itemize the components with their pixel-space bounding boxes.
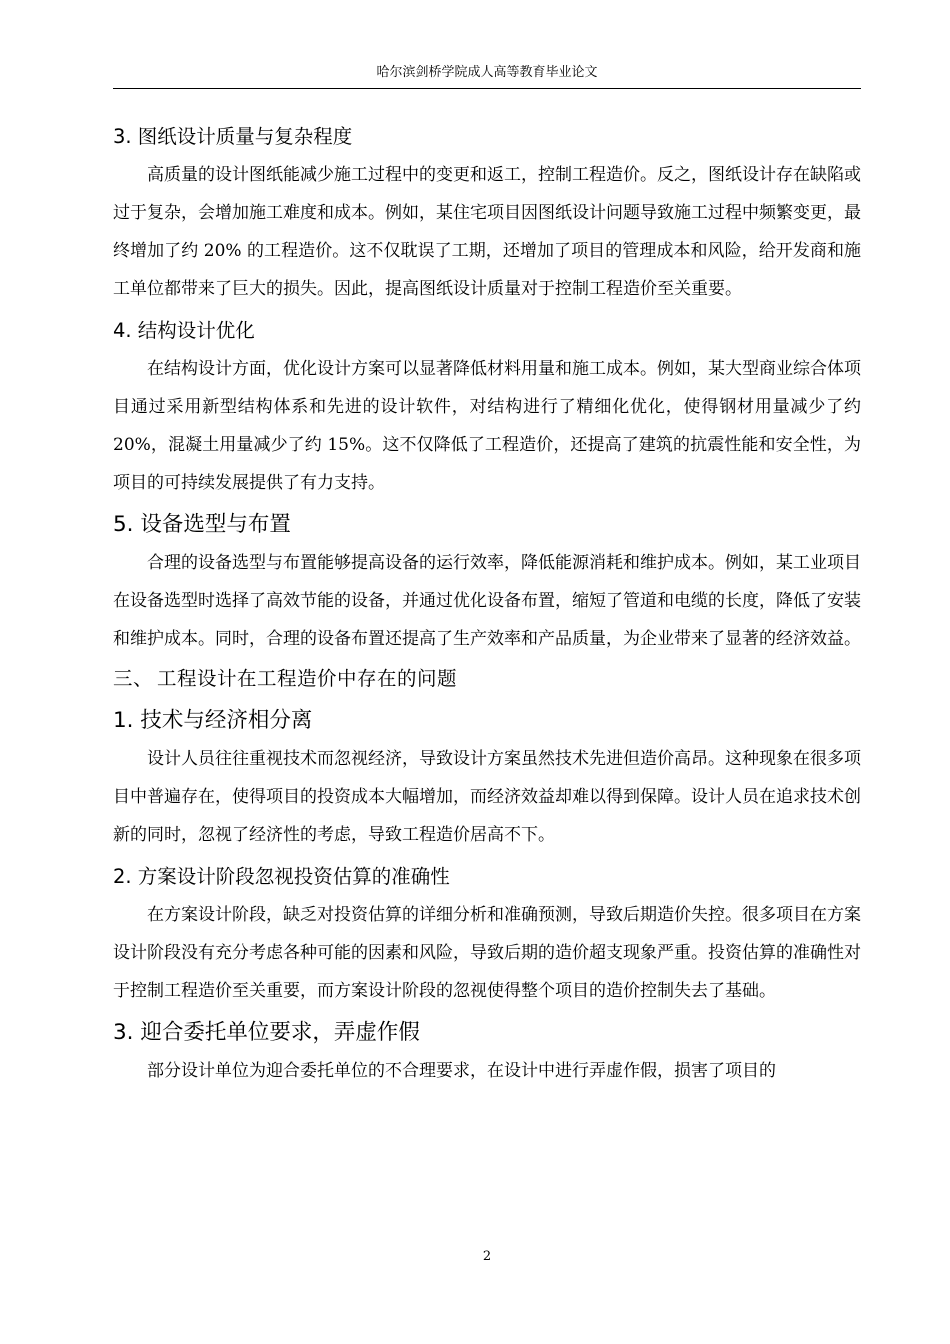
section-heading-structure-optimization: 4. 结构设计优化	[113, 319, 255, 342]
problem-heading-investment-estimate: 2. 方案设计阶段忽视投资估算的准确性	[113, 865, 450, 888]
paragraph-tech-economy: 设计人员往往重视技术而忽视经济，导致设计方案虽然技术先进但造价高昂。这种现象在很多项目中普遍存在，使得项目的投资成本大幅增加，而经济效益却难以得到保障。设计人员在追求技术创新的同时，忽视了经济性的考虑，导致工程造价居高不下。	[113, 749, 861, 845]
section-heading-equipment-layout: 5. 设备选型与布置	[113, 512, 291, 537]
page-body	[113, 118, 861, 1090]
paragraph-falsification: 部分设计单位为迎合委托单位的不合理要求，在设计中进行弄虚作假，损害了项目的	[147, 1061, 776, 1081]
chapter-heading	[113, 660, 861, 698]
page-number: 2	[482, 1249, 492, 1264]
chapter-title: 工程设计在工程造价中存在的问题	[157, 667, 458, 690]
header-divider	[113, 88, 861, 89]
section-heading-design-quality: 3. 图纸设计质量与复杂程度	[113, 125, 353, 148]
paragraph-structure-optimization: 在结构设计方面，优化设计方案可以显著降低材料用量和施工成本。例如，某大型商业综合体项目通过采用新型结构体系和先进的设计软件，对结构进行了精细化优化，使得钢材用量减少了约 20%，混凝土用量减少了约 15%。这不仅降低了工程造价，还提高了建筑的抗震性能和安全性，为项目的可持续发展提供了有力支持。	[113, 359, 861, 493]
problem-heading-falsification: 3. 迎合委托单位要求，弄虚作假	[113, 1020, 420, 1045]
chapter-number: 三、	[113, 667, 154, 690]
paragraph-investment-estimate: 在方案设计阶段，缺乏对投资估算的详细分析和准确预测，导致后期造价失控。很多项目在方案设计阶段没有充分考虑各种可能的因素和风险，导致后期的造价超支现象严重。投资估算的准确性对于控制工程造价至关重要，而方案设计阶段的忽视使得整个项目的造价控制失去了基础。	[113, 905, 861, 1001]
paragraph-equipment-layout: 合理的设备选型与布置能够提高设备的运行效率，降低能源消耗和维护成本。例如，某工业项目在设备选型时选择了高效节能的设备，并通过优化设备布置，缩短了管道和电缆的长度，降低了安装和维护成本。同时，合理的设备布置还提高了生产效率和产品质量，为企业带来了显著的经济效益。	[113, 553, 861, 649]
problem-heading-tech-economy: 1. 技术与经济相分离	[113, 708, 313, 733]
paragraph-design-quality: 高质量的设计图纸能减少施工过程中的变更和返工，控制工程造价。反之，图纸设计存在缺陷或过于复杂，会增加施工难度和成本。例如，某住宅项目因图纸设计问题导致施工过程中频繁变更，最终增加了约 20% 的工程造价。这不仅耽误了工期，还增加了项目的管理成本和风险，给开发商和施工单位都带来了巨大的损失。因此，提高图纸设计质量对于控制工程造价至关重要。	[113, 165, 861, 299]
running-header: 哈尔滨剑桥学院成人高等教育毕业论文	[376, 65, 598, 80]
